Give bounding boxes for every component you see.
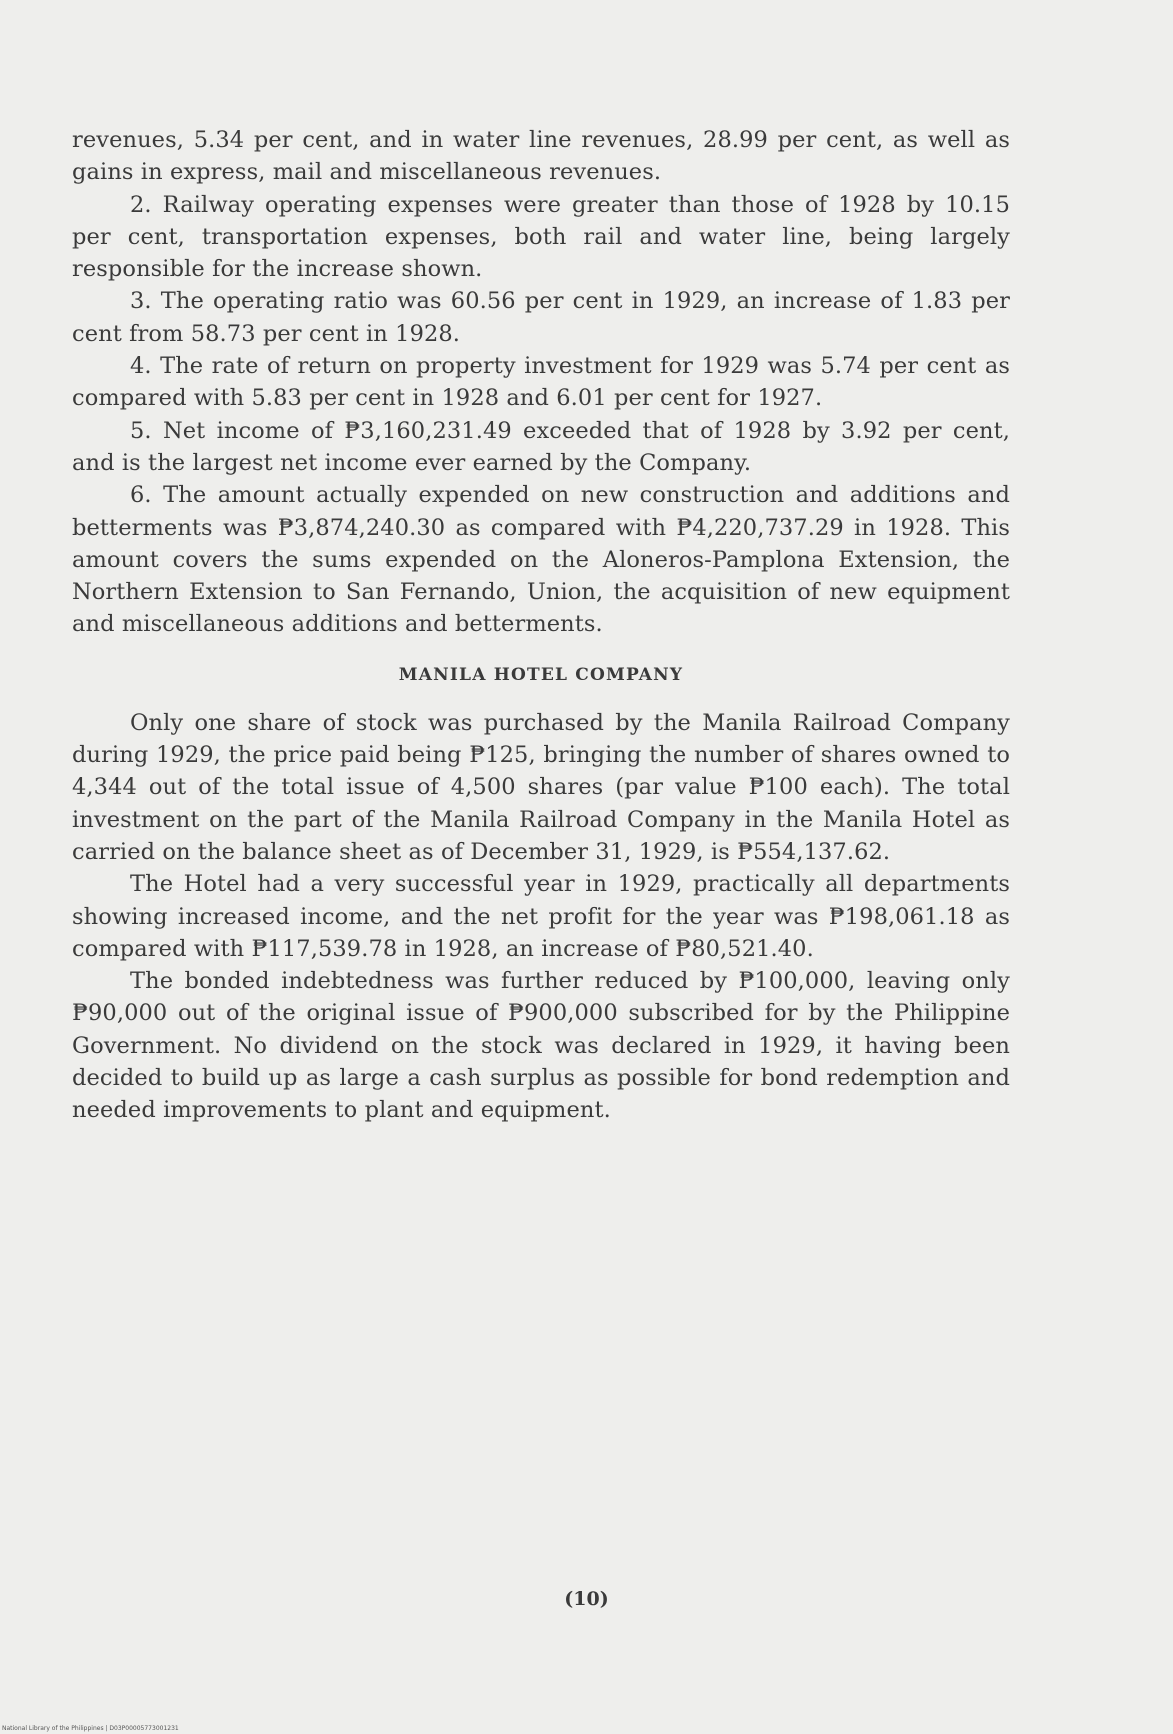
page-body bbox=[72, 124, 1010, 1127]
footer-stamp: National Library of the Philippines | D03P00005773001231 bbox=[2, 1725, 179, 1732]
section-heading: MANILA HOTEL COMPANY bbox=[398, 664, 684, 685]
paragraph-operating-ratio: 3. The operating ratio was 60.56 per cent in 1929, an increase of 1.83 per cent from 58.73 per cent in 1928. bbox=[72, 288, 1010, 347]
paragraph-construction: 6. The amount actually expended on new construction and additions and betterments was ₱3,874,240.30 as compared with ₱4,220,737.29 in 1928. This amount covers the sums expended on the Aloneros-Pamplona Extension, the Northern Extension to San Fernando, Union, the acquisition of new equipment and miscellaneous additions and betterments. bbox=[72, 482, 1010, 638]
paragraph-hotel-profit: The Hotel had a very successful year in 1929, practically all departments showing increased income, and the net profit for the year was ₱198,061.18 as compared with ₱117,539.78 in 1928, an increase of ₱80,521.40. bbox=[72, 871, 1010, 962]
paragraph-hotel-bonds: The bonded indebtedness was further reduced by ₱100,000, leaving only ₱90,000 out of the original issue of ₱900,000 subscribed for by the Philippine Government. No dividend on the stock was declared in 1929, it having been decided to build up as large a cash surplus as possible for bond redemption and needed improvements to plant and equipment. bbox=[72, 968, 1010, 1124]
paragraph-operating-expenses: 2. Railway operating expenses were greater than those of 1928 by 10.15 per cent, transportation expenses, both rail and water line, being largely responsible for the increase shown. bbox=[72, 191, 1010, 283]
paragraph-net-income: 5. Net income of ₱3,160,231.49 exceeded that of 1928 by 3.92 per cent, and is the largest net income ever earned by the Company. bbox=[72, 417, 1010, 476]
page-number: (10) bbox=[564, 1588, 609, 1610]
paragraph-revenues: revenues, 5.34 per cent, and in water line revenues, 28.99 per cent, as well as gains in express, mail and miscellaneous revenues. bbox=[72, 127, 1010, 186]
paragraph-hotel-stock: Only one share of stock was purchased by the Manila Railroad Company during 1929, the price paid being ₱125, bringing the number of shares owned to 4,344 out of the total issue of 4,500 shares (par value ₱100 each). The total investment on the part of the Manila Railroad Company in the Manila Hotel as carried on the balance sheet as of December 31, 1929, is ₱554,137.62. bbox=[72, 709, 1010, 865]
paragraph-rate-of-return: 4. The rate of return on property investment for 1929 was 5.74 per cent as compared with 5.83 per cent in 1928 and 6.01 per cent for 1927. bbox=[72, 353, 1010, 412]
